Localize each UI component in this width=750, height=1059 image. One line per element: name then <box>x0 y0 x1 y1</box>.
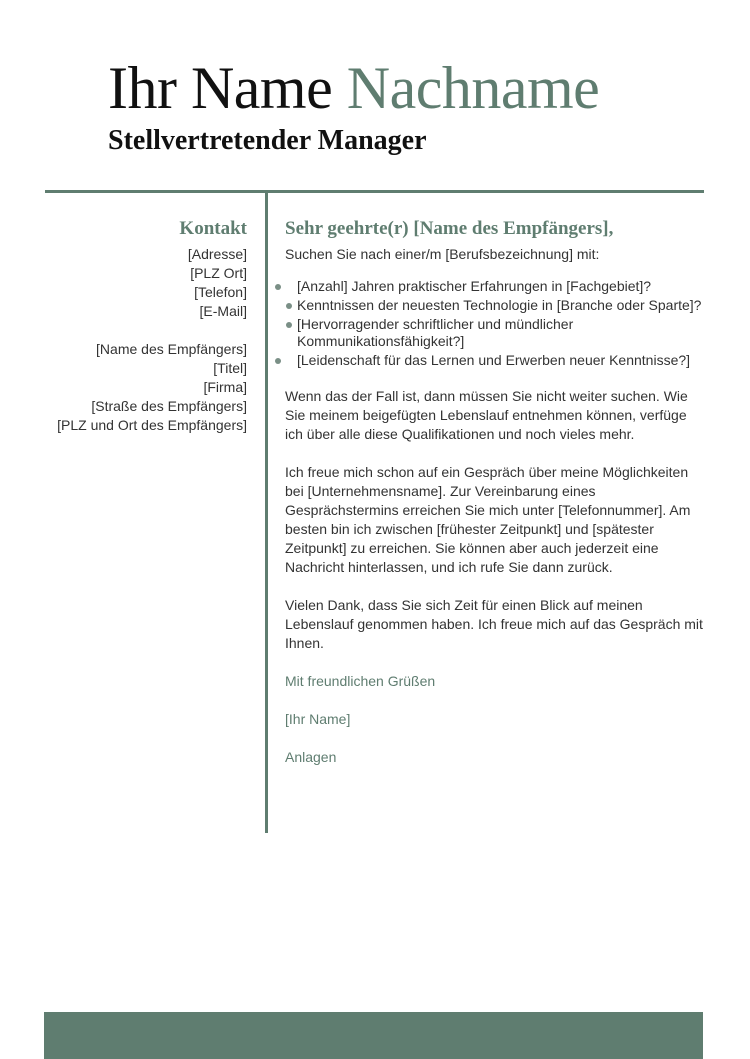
signature: [Ihr Name] <box>285 711 351 727</box>
first-name: Ihr Name <box>108 55 333 121</box>
sender-email: [E-Mail] <box>199 303 247 319</box>
sender-postcode-city: [PLZ Ort] <box>190 265 247 281</box>
list-item: Kenntnissen der neuesten Technologie in [Branche oder Sparte]? <box>286 297 706 314</box>
sender-phone: [Telefon] <box>194 284 247 300</box>
recipient-street: [Straße des Empfängers] <box>91 398 247 414</box>
letter-body <box>285 218 705 786</box>
recipient-postcode-city: [PLZ und Ort des Empfängers] <box>57 417 247 433</box>
full-name <box>108 52 599 124</box>
sender-address: [Adresse] <box>187 246 247 262</box>
body-paragraph-3: Vielen Dank, dass Sie sich Zeit für einen Blick auf meinen Lebenslauf genommen haben. Ich freue mich auf das Gespräch mit Ihnen. <box>285 597 703 651</box>
vertical-divider <box>265 193 268 833</box>
body-paragraph-1: Wenn das der Fall ist, dann müssen Sie nicht weiter suchen. Wie Sie meinem beigefügten Lebenslauf entnehmen können, verfüge ich über alle diese Qualifikationen und noch vieles mehr. <box>285 388 688 442</box>
job-title: Stellvertretender Manager <box>108 125 427 156</box>
salutation: Sehr geehrte(r) [Name des Empfängers], <box>285 218 614 239</box>
intro-text: Suchen Sie nach einer/m [Berufsbezeichnung] mit: <box>285 246 600 262</box>
body-paragraph-2: Ich freue mich schon auf ein Gespräch über meine Möglichkeiten bei [Unternehmensname]. Zur Vereinbarung eines Gesprächstermins erreichen Sie mich unter [Telefonnummer]. Am besten bin ich zwischen [frühester Zeitpunkt] und [spätester Zeitpunkt] zu erreichen. Sie können aber auch jederzeit eine Nachricht hinterlassen, und ich rufe Sie dann zurück. <box>285 464 691 575</box>
enclosures: Anlagen <box>285 749 337 765</box>
contact-heading: Kontakt <box>179 218 247 239</box>
letter-header <box>108 52 599 158</box>
recipient-title: [Titel] <box>213 360 247 376</box>
footer-band <box>44 1012 703 1059</box>
closing: Mit freundlichen Grüßen <box>285 673 436 689</box>
horizontal-divider <box>45 190 704 193</box>
list-item: [Leidenschaft für das Lernen und Erwerben neuer Kenntnisse?] <box>275 352 695 369</box>
last-name: Nachname <box>346 55 600 121</box>
recipient-company: [Firma] <box>203 379 247 395</box>
list-item: [Hervorragender schriftlicher und mündlicher Kommunikationsfähigkeit?] <box>286 316 706 350</box>
contact-spacer <box>30 321 247 340</box>
qualification-list <box>275 278 702 369</box>
contact-column <box>30 218 247 435</box>
list-item: [Anzahl] Jahren praktischer Erfahrungen in [Fachgebiet]? <box>275 278 695 295</box>
recipient-name: [Name des Empfängers] <box>96 341 247 357</box>
